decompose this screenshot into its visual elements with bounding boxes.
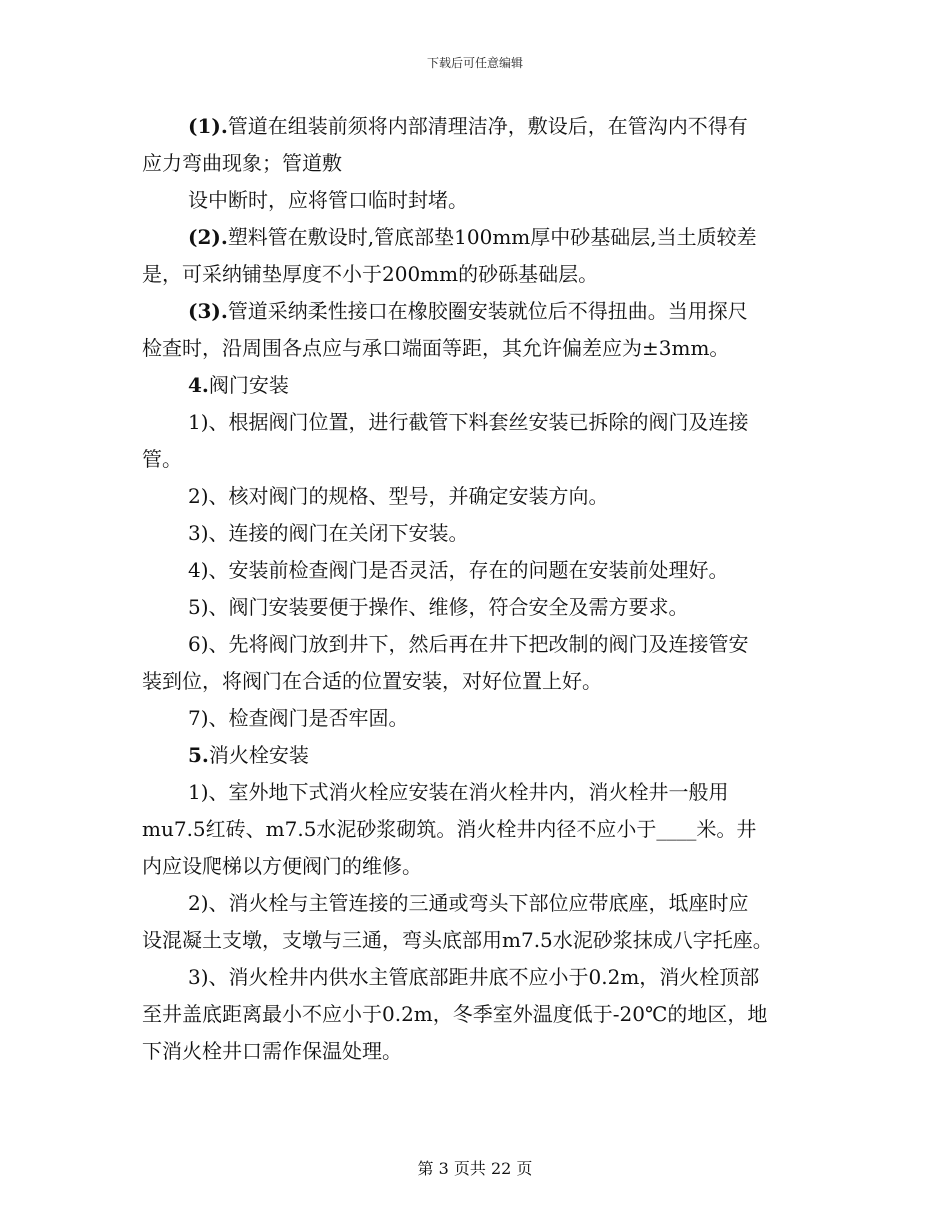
paragraph-line: 6)、先将阀门放到井下，然后再在井下把改制的阀门及连接管安 xyxy=(188,632,749,656)
paragraph-line: (1).管道在组装前须将内部清理洁净，敷设后，在管沟内不得有 xyxy=(188,114,748,138)
paragraph-line: 设中断时，应将管口临时封堵。 xyxy=(188,188,468,212)
paragraph-line: 装到位，将阀门在合适的位置安装，对好位置上好。 xyxy=(142,669,602,693)
paragraph-line: 1)、根据阀门位置，进行截管下料套丝安装已拆除的阀门及连接 xyxy=(188,410,749,434)
paragraph-line: 应力弯曲现象；管道敷 xyxy=(142,151,342,175)
paragraph-line: 3)、消火栓井内供水主管底部距井底不应小于0.2m，消火栓顶部 xyxy=(188,965,760,989)
paragraph-line: 1)、室外地下式消火栓应安装在消火栓井内，消火栓井一般用 xyxy=(188,780,729,804)
paragraph-line: 检查时，沿周围各点应与承口端面等距，其允许偏差应为±3mm。 xyxy=(142,336,730,360)
paragraph-line: (2).塑料管在敷设时,管底部垫100mm厚中砂基础层,当土质较差 xyxy=(188,225,757,249)
paragraph-line: 至井盖底距离最小不应小于0.2m，冬季室外温度低于-20℃的地区，地 xyxy=(142,1002,768,1026)
paragraph-line: 设混凝土支墩，支墩与三通，弯头底部用m7.5水泥砂浆抹成八字托座。 xyxy=(142,928,773,952)
section-number: 5. xyxy=(188,743,209,767)
paragraph-line: 3)、连接的阀门在关闭下安装。 xyxy=(188,521,469,545)
item-number: (2). xyxy=(188,225,228,249)
page-header: 下载后可任意编辑 xyxy=(426,56,523,70)
section-heading: 4.阀门安装 xyxy=(188,373,289,397)
paragraph-line: 2)、消火栓与主管连接的三通或弯头下部位应带底座，坻座时应 xyxy=(188,891,749,915)
paragraph-line: 2)、核对阀门的规格、型号，并确定安装方向。 xyxy=(188,484,609,508)
page-footer: 第 3 页共 22 页 xyxy=(417,1159,533,1178)
paragraph-line: 是，可采纳铺垫厚度不小于200mm的砂砾基础层。 xyxy=(142,262,599,286)
paragraph-line: 下消火栓井口需作保温处理。 xyxy=(142,1039,402,1063)
document-body xyxy=(142,108,812,1070)
paragraph-line: 内应设爬梯以方便阀门的维修。 xyxy=(142,854,422,878)
paragraph-line: (3).管道采纳柔性接口在橡胶圈安装就位后不得扭曲。当用探尺 xyxy=(188,299,748,323)
paragraph-line: mu7.5红砖、m7.5水泥砂浆砌筑。消火栓井内径不应小于____米。井 xyxy=(142,817,757,841)
paragraph-line: 4)、安装前检查阀门是否灵活，存在的问题在安装前处理好。 xyxy=(188,558,729,582)
item-number: (3). xyxy=(188,299,228,323)
paragraph-line: 7)、检查阀门是否牢固。 xyxy=(188,706,409,730)
paragraph-line: 管。 xyxy=(142,447,182,471)
section-number: 4. xyxy=(188,373,209,397)
paragraph-line: 5)、阀门安装要便于操作、维修，符合安全及需方要求。 xyxy=(188,595,689,619)
item-number: (1). xyxy=(188,114,228,138)
section-heading: 5.消火栓安装 xyxy=(188,743,309,767)
